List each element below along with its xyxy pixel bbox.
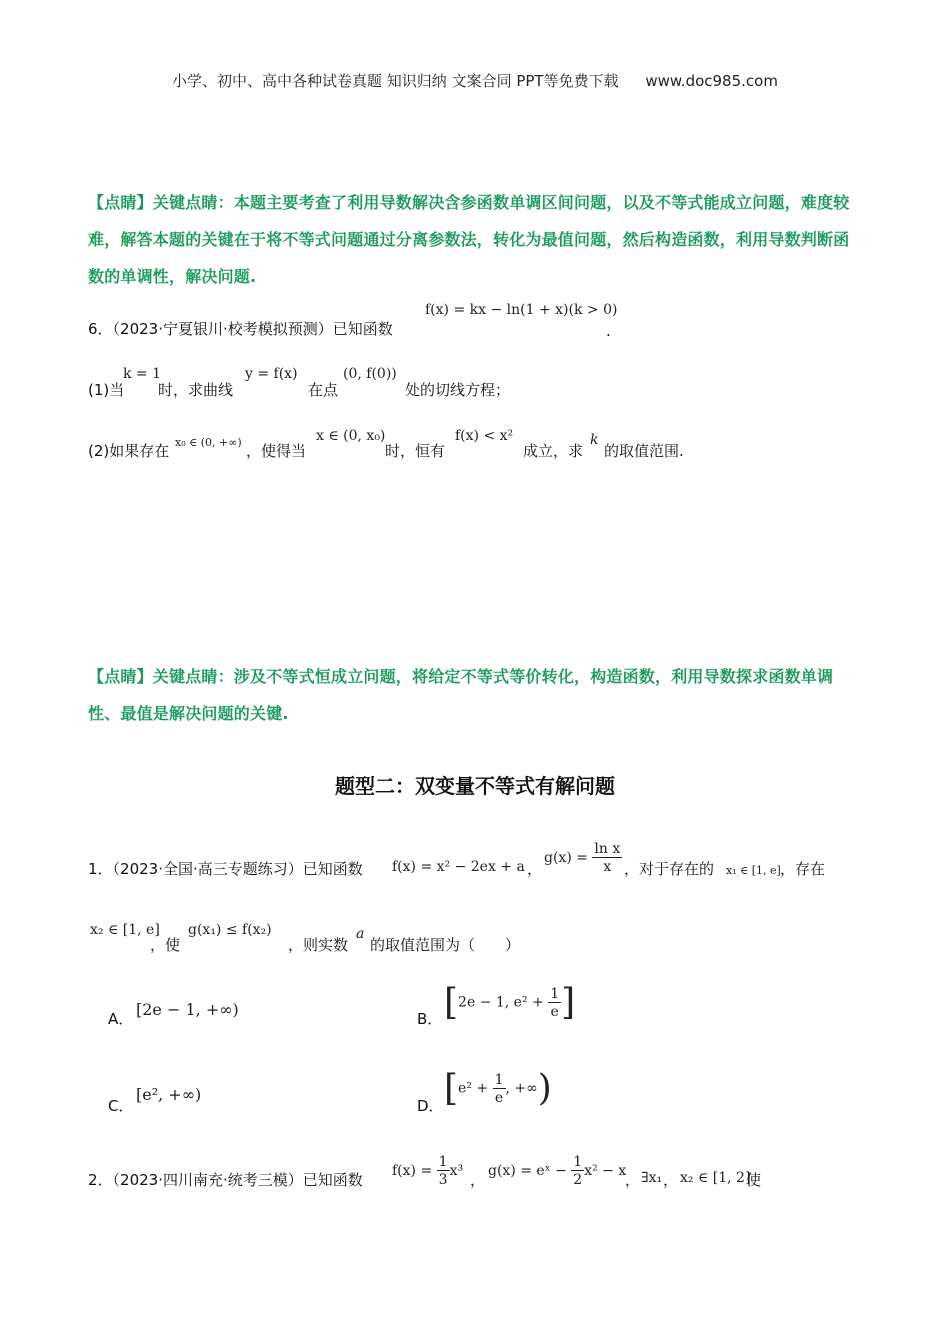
q2-f-den: 3 xyxy=(438,1172,448,1188)
q1-number: 1． xyxy=(88,860,113,878)
q2-x2-interval: x₂ ∈ [1, 2] xyxy=(680,1170,751,1186)
q6-end: . xyxy=(606,322,611,340)
q2-stem-text: 已知函数 xyxy=(302,1171,363,1189)
q2-end: 使 xyxy=(746,1171,762,1189)
page-header xyxy=(0,70,950,91)
q6-stem xyxy=(88,318,393,339)
q1-source: （2023·全国·高三专题练习） xyxy=(112,860,303,878)
hint-paragraph-2: 【点睛】关键点睛：涉及不等式恒成立问题，将给定不等式等价转化，构造函数，利用导数探求函数单调性、最值是解决问题的关键. xyxy=(88,667,834,723)
q1-condition: g(x₁) ≤ f(x₂) xyxy=(188,922,272,938)
q1-f-formula: f(x) = x² − 2ex + a xyxy=(392,859,525,875)
q1-x2-interval: x₂ ∈ [1, e] xyxy=(90,922,160,938)
q6-part1-text-c: 在点 xyxy=(308,381,339,399)
q2-g-den: 2 xyxy=(573,1172,583,1188)
q6-part1-k: k = 1 xyxy=(123,366,162,382)
q2-g-formula xyxy=(488,1155,626,1187)
q6-part2-text-b: ，使得当 xyxy=(246,442,307,460)
q2-stem xyxy=(88,1169,363,1190)
q1-option-d-fraction xyxy=(493,1073,506,1105)
q2-f-fraction xyxy=(437,1155,450,1187)
q2-g-fraction xyxy=(571,1155,584,1187)
section-title: 题型二：双变量不等式有解问题 xyxy=(335,774,615,798)
q1-line2-a: ，使 xyxy=(150,936,181,954)
q1-mid-text: ，对于存在的 xyxy=(624,860,715,878)
q6-part2-text-e: 的取值范围. xyxy=(604,442,684,460)
q6-source: （2023·宁夏银川·校考模拟预测） xyxy=(112,320,333,338)
q1-option-b-den: e xyxy=(550,1003,559,1020)
q2-comma-2: ， xyxy=(625,1171,641,1189)
q1-g-formula xyxy=(544,842,622,874)
q6-part2-k: k xyxy=(590,432,599,448)
q2-f-lhs: f(x) = xyxy=(392,1163,433,1179)
q1-g-numerator: ln x xyxy=(594,841,621,857)
q1-option-d-num: 1 xyxy=(494,1071,504,1088)
q6-part2-text-d: 成立，求 xyxy=(523,442,584,460)
q6-part2-interval: x ∈ (0, x₀) xyxy=(316,428,386,444)
q1-g-fraction xyxy=(592,842,622,874)
q1-line2-b: ，则实数 xyxy=(288,936,349,954)
q6-part1-lead: (1)当 xyxy=(88,381,125,399)
q6-stem-text: 已知函数 xyxy=(332,320,393,338)
q6-part2-lead: (2)如果存在 xyxy=(88,442,170,460)
q6-part1-text-b: 时，求曲线 xyxy=(158,381,234,399)
q1-option-d-pre: e² + xyxy=(458,1080,489,1097)
q1-option-a[interactable]: [2e − 1, +∞) xyxy=(136,1000,239,1019)
q2-g-num: 1 xyxy=(573,1154,583,1170)
q1-g-lhs: g(x) = xyxy=(544,850,588,866)
q6-number: 6． xyxy=(88,320,113,338)
q2-f-num: 1 xyxy=(438,1154,448,1170)
q1-option-b-fraction xyxy=(548,987,561,1019)
q2-number: 2． xyxy=(88,1171,113,1189)
q1-a-var: a xyxy=(356,926,365,942)
q1-option-b[interactable]: [2e − 1, e² + $\frac{1}{e}$ ] xyxy=(444,982,576,1023)
hint-paragraph-1: 【点睛】关键点睛：本题主要考查了利用导数解决含参函数单调区间问题，以及不等式能成立问题，难度较难，解答本题的关键在于将不等式问题通过分离参数法，转化为最值问题，然后构造函数，利用导数判断函数的单调性，解决问题. xyxy=(88,193,850,286)
q2-comma: ， xyxy=(470,1171,486,1189)
q6-part2-inequality: f(x) < x² xyxy=(455,428,514,444)
q1-x1-interval: x₁ ∈ [1, e] xyxy=(726,864,781,877)
q1-stem xyxy=(88,858,363,879)
q1-option-d-den: e xyxy=(494,1089,504,1106)
q2-exists: ∃x₁ xyxy=(641,1170,663,1186)
q1-option-d[interactable]: [e² + $\frac{1}{e}$ , +∞) xyxy=(444,1068,552,1109)
q6-part2-x0: x₀ ∈ (0, +∞) xyxy=(175,436,242,449)
q1-option-d-post: , +∞ xyxy=(505,1080,538,1097)
q2-f-formula xyxy=(392,1155,463,1187)
q1-option-b-num: 1 xyxy=(550,985,560,1002)
q2-source: （2023·四川南充·统考三模） xyxy=(112,1171,303,1189)
q2-g-lhs: g(x) = eˣ − xyxy=(488,1163,567,1179)
q1-option-c[interactable]: [e², +∞) xyxy=(136,1085,202,1104)
q2-g-post: x² − x xyxy=(584,1163,627,1179)
q1-stem-text: 已知函数 xyxy=(302,860,363,878)
q1-line2-c: 的取值范围为（ ） xyxy=(370,936,521,954)
q1-option-d-label[interactable]: D． xyxy=(417,1097,444,1115)
q1-option-c-label[interactable]: C． xyxy=(108,1097,134,1115)
header-url[interactable]: www.doc985.com xyxy=(645,72,778,90)
q2-comma-3: ， xyxy=(663,1171,679,1189)
q6-part2-text-c: 时，恒有 xyxy=(385,442,446,460)
q1-option-b-label[interactable]: B． xyxy=(417,1010,443,1028)
q6-part1-curve: y = f(x) xyxy=(245,366,298,382)
q6-part1-point: (0, f(0)) xyxy=(343,366,397,382)
q6-part1-text-d: 处的切线方程； xyxy=(405,381,511,399)
q1-g-denominator: x xyxy=(603,859,612,875)
q6-function-formula: f(x) = kx − ln(1 + x)(k > 0) xyxy=(425,302,618,318)
q1-end-line1: ，存在 xyxy=(780,860,826,878)
q1-comma: ， xyxy=(527,860,543,878)
q1-option-b-pre: 2e − 1, e² + xyxy=(458,994,544,1011)
header-text: 小学、初中、高中各种试卷真题 知识归纳 文案合同 PPT等免费下载 xyxy=(172,72,619,90)
q1-option-a-label[interactable]: A． xyxy=(108,1010,134,1028)
q2-f-post: x³ xyxy=(449,1163,464,1179)
